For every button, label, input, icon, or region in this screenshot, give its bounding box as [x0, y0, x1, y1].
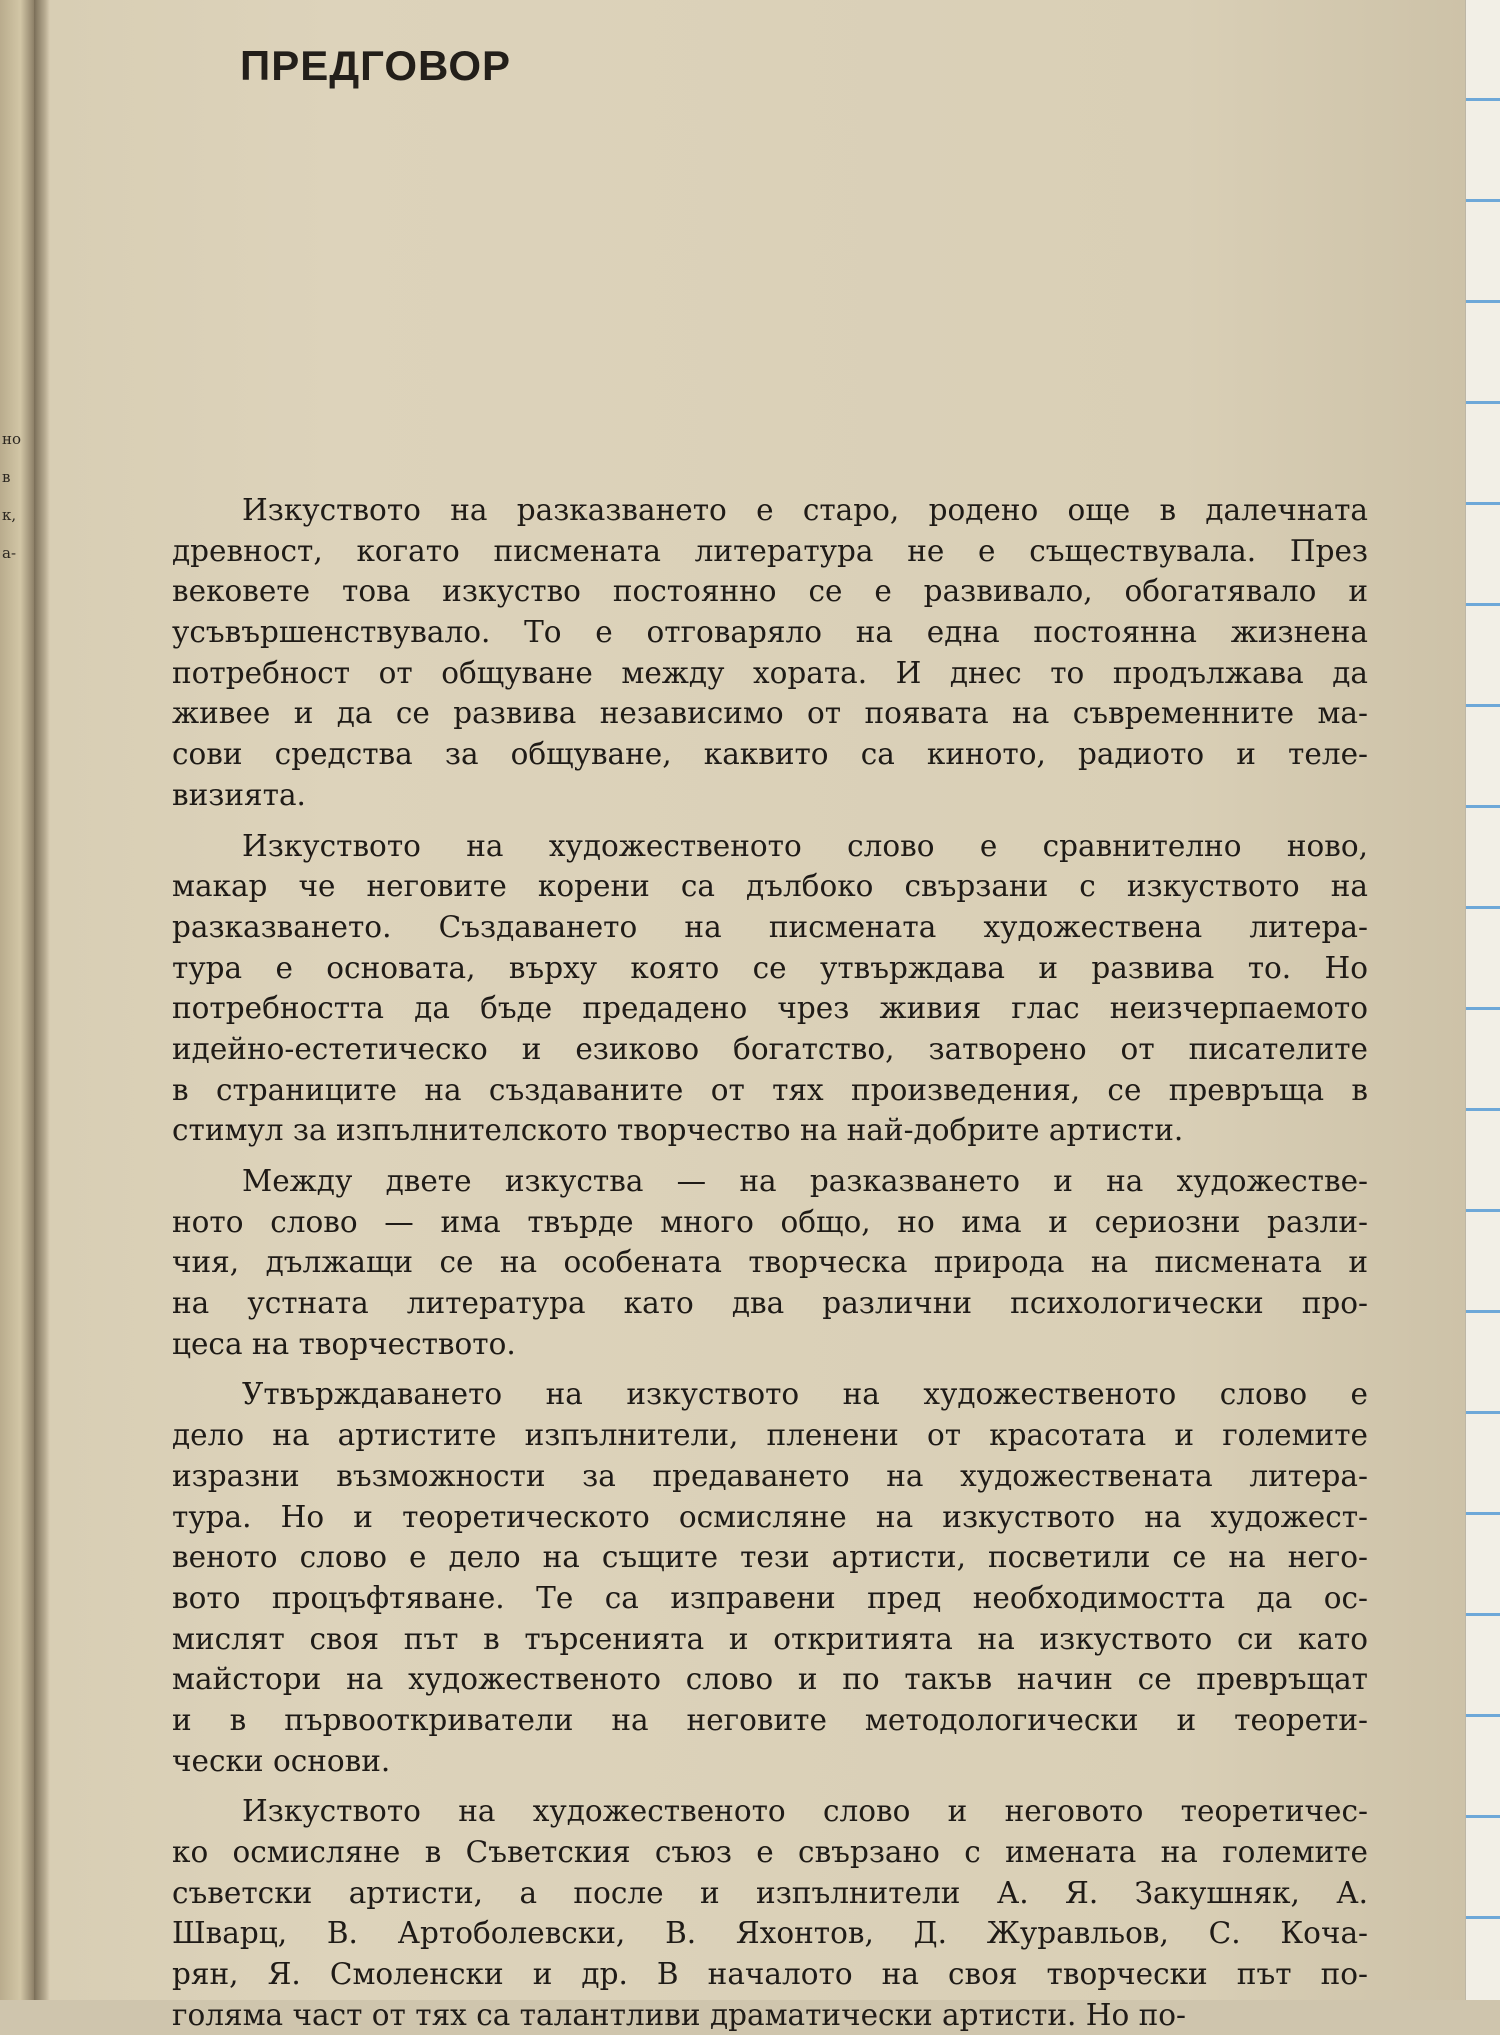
text-line: сови средства за общуване, каквито са киното, радиото и теле-: [172, 737, 1368, 772]
paragraph: [172, 1374, 1368, 1781]
paragraph-gap: [172, 816, 1368, 826]
text-line: дело на артистите изпълнители, пленени от красотата и големите: [172, 1418, 1368, 1453]
text-line: ното слово — има твърде много общо, но има и сериозни разли-: [172, 1204, 1368, 1239]
left-page-fragment: но: [2, 430, 22, 448]
text-line: Шварц, В. Артоболевски, В. Яхонтов, Д. Журавльов, С. Кочa-: [172, 1916, 1368, 1951]
page-title: ПРЕДГОВОР: [240, 42, 512, 89]
text-line: Между двете изкуства — на разказването и на художестве-: [242, 1164, 1368, 1198]
text-line: ко осмисляне в Съветския съюз е свързано с имената на големите: [172, 1835, 1368, 1869]
text-line: веното слово е дело на същите тези артисти, посветили се на него-: [172, 1540, 1368, 1575]
text-line: вековете това изкуство постоянно се е развивало, обогатявало и: [172, 574, 1368, 609]
paragraph: [172, 1791, 1368, 2035]
text-line: потребността да бъде предадено чрез живия глас неизчерпаемото: [172, 991, 1368, 1026]
book-gutter: [34, 0, 50, 2000]
text-line: Изкуството на разказването е старо, родено още в далечната: [242, 493, 1368, 527]
text-line: Изкуството на художественото слово и неговото теоретичес-: [242, 1794, 1368, 1829]
text-line: тура е основата, върху която се утвърждава и развива то. Но: [172, 950, 1368, 985]
text-line: чия, дължащи се на особената творческа природа на писмената и: [172, 1245, 1368, 1280]
text-line: съветски артисти, а после и изпълнители А. Я. Закушняк, А.: [172, 1875, 1368, 1910]
text-line: Утвърждаването на изкуството на художественото слово е: [242, 1377, 1368, 1412]
text-line: вото процъфтяване. Те са изправени пред необходимостта да ос-: [172, 1580, 1368, 1615]
text-line: изразни възможности за предаването на художествената литера-: [172, 1458, 1368, 1493]
body-text: [172, 490, 1368, 2035]
paragraph: [172, 490, 1368, 816]
paragraph: [172, 826, 1368, 1152]
text-line: живее и да се развива независимо от появата на съвременните ма-: [172, 696, 1368, 731]
left-page-fragment: а-: [2, 544, 17, 562]
text-line: рян, Я. Смоленски и др. В началото на своя творчески път по-: [172, 1957, 1368, 1992]
left-page-fragment: в: [2, 468, 11, 486]
notebook-edge: [1465, 0, 1500, 2000]
text-line: голяма част от тях са талантливи драматически артисти. Но по-: [172, 1997, 1187, 2032]
text-line: чески основи.: [172, 1743, 391, 1778]
left-page-fragments: [2, 420, 32, 572]
text-line: потребност от общуване между хората. И днес то продължава да: [172, 655, 1368, 690]
text-line: майстори на художественото слово и по такъв начин се превръщат: [172, 1662, 1368, 1697]
text-line: стимул за изпълнителското творчество на най-добрите артисти.: [172, 1113, 1184, 1148]
text-line: древност, когато писмената литература не е съществувала. През: [172, 533, 1368, 568]
text-line: мислят своя път в търсенията и откритията на изкуството си като: [172, 1621, 1368, 1656]
paragraph-gap: [172, 1781, 1368, 1791]
book-page: [50, 0, 1466, 2032]
text-line: идейно-естетическо и езиково богатство, затворено от писателите: [172, 1031, 1368, 1066]
text-line: на устната литература като два различни психологически про-: [172, 1286, 1368, 1321]
text-line: разказването. Създаването на писмената художествена литера-: [172, 909, 1368, 944]
text-line: визията.: [172, 777, 306, 812]
text-line: Изкуството на художественото слово е сравнително ново,: [242, 828, 1368, 863]
left-page-fragment: к,: [2, 506, 17, 524]
text-line: макар че неговите корени са дълбоко свързани с изкуството на: [172, 869, 1368, 904]
paragraph-gap: [172, 1151, 1368, 1161]
text-line: цеса на творчеството.: [172, 1326, 516, 1361]
text-line: тура. Но и теоретическото осмисляне на изкуството на художест-: [172, 1499, 1368, 1534]
text-line: в страниците на създаваните от тях произведения, се превръща в: [172, 1072, 1368, 1107]
left-page-edge: [0, 0, 34, 2000]
paragraph: [172, 1161, 1368, 1364]
text-line: усъвършенствувало. То е отговаряло на една постоянна жизнена: [172, 615, 1368, 650]
paragraph-gap: [172, 1364, 1368, 1374]
text-line: и в първооткриватели на неговите методологически и теорети-: [172, 1702, 1368, 1737]
